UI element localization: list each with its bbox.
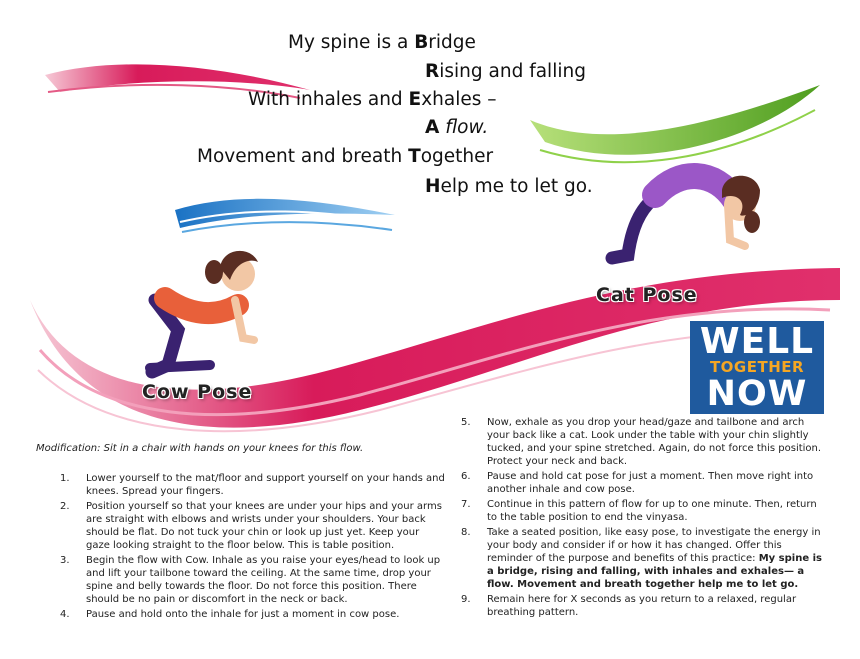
poem-text: My spine is a [288,32,415,53]
step-text: Pause and hold cat pose for just a moment. Then move right into another inhale and cow pose. [487,471,814,495]
step-number: 8. [461,527,471,538]
instruction-step [461,593,825,619]
step-number: 6. [461,471,471,482]
step-number: 3. [60,555,70,566]
poem-acrostic-letter: T [408,146,421,167]
cat-pose-illustration [612,176,760,258]
step-number: 1. [60,473,70,484]
instruction-step [461,416,825,468]
instructions-left [60,472,445,623]
poem-acrostic-letter: H [425,176,441,197]
cow-pose-illustration [150,251,258,372]
poem-text: With inhales and [248,89,409,110]
step-text: Now, exhale as you drop your head/gaze and tailbone and arch your back like a cat. Look under the table with your chin slightly tucked, and your spine stretched. Again, do not force this position. Protect your neck and back. [487,417,822,467]
cow-pose-label: Cow Pose [142,381,253,403]
step-number: 2. [60,501,70,512]
poem-acrostic-letter: R [425,61,440,82]
step-text: Take a seated position, like easy pose, to investigate the energy in your body and consider if or how it has changed. Offer this reminder of the purpose and benefits of this practice: [487,527,821,564]
cat-pose-label: Cat Pose [596,284,698,306]
poem-text: ising and falling [439,61,586,82]
step-number: 5. [461,417,471,428]
instruction-step [461,526,825,591]
logo-line-2: TOGETHER [709,358,805,376]
step-number: 9. [461,594,471,605]
step-number: 4. [60,609,70,620]
logo-line-3: NOW [706,374,808,414]
step-text: Lower yourself to the mat/floor and support yourself on your hands and knees. Spread your fingers. [86,473,445,497]
poem-line-1 [288,32,476,53]
poem-text: ridge [428,32,476,53]
poem-line-2 [425,61,586,82]
instruction-step [461,498,825,524]
blue-swoosh [175,199,395,228]
step-number: 7. [461,499,471,510]
step-text: Pause and hold onto the inhale for just a moment in cow pose. [86,609,400,620]
green-swoosh [530,85,820,155]
step-text: Begin the flow with Cow. Inhale as you raise your eyes/head to look up and lift your tailbone toward the ceiling. At the same time, drop your spine and belly towards the floor. Do not force this position. There should be no pain or discomfort in the neck or back. [86,555,441,605]
instruction-step [60,472,445,498]
poem-line-6 [425,176,593,197]
poem-line-3 [248,89,497,110]
step-text: Position yourself so that your knees are under your hips and your arms are straight with elbows and wrists under your shoulders. Your back should be flat. Do not tuck your chin or look up just yet. Keep your gaze looking straight to the floor below. This is table position. [86,501,442,551]
logo-line-1: WELL [699,321,815,362]
well-together-now-logo [690,321,824,414]
blue-swoosh-line-2 [182,222,392,232]
poem-line-4 [425,117,488,138]
poem-text: ogether [420,146,494,167]
poem-text: xhales – [421,89,497,110]
poem-text: elp me to let go. [440,176,593,197]
poem-text: flow. [439,117,489,138]
modification-note: Modification: Sit in a chair with hands on your knees for this flow. [36,443,364,454]
poem-acrostic-letter: B [414,32,429,53]
poem-text: Movement and breath [197,146,409,167]
step-reminder-bold: My spine is a bridge, rising and falling, with inhales and exhales— a flow. Movement and breath together help me to let go. [487,553,822,590]
poem-acrostic-letter: A [425,117,440,138]
instruction-step [60,608,445,621]
poem-line-5 [197,146,493,167]
poem-acrostic-letter: E [408,89,422,110]
instruction-step [461,470,825,496]
instruction-step [60,554,445,606]
instructions-right [461,416,825,621]
instruction-step [60,500,445,552]
step-text: Continue in this pattern of flow for up to one minute. Then, return to the table position to end the vinyasa. [487,499,817,523]
step-text: Remain here for X seconds as you return to a relaxed, regular breathing pattern. [487,594,797,618]
